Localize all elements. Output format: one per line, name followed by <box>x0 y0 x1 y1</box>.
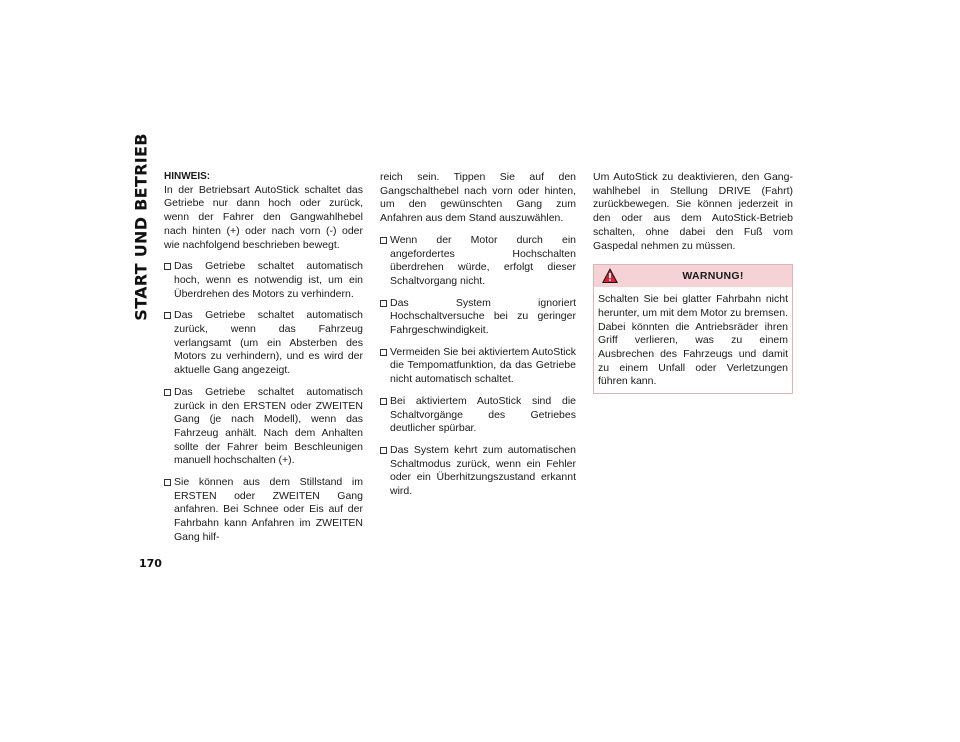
list-item <box>164 309 363 378</box>
section-side-tab <box>128 133 154 321</box>
note-text: In der Betriebsart AutoStick schaltet das Getriebe nur dann hoch oder zurück, wenn der Fahrer den Gangwahlhebel nach hinten (+) oder nach vorn (-) oder wie nachfolgend beschrieben bewegt. <box>164 183 363 251</box>
checkbox-bullet-icon <box>164 479 171 486</box>
checkbox-bullet-icon <box>380 398 387 405</box>
intro-text: Um AutoStick zu deaktivieren, den Gangwahlhebel in Stellung DRIVE (Fahrt) zurückbewegen. Sie können jederzeit in den oder aus dem AutoStick-Betrieb schalten, ohne dabei den Fuß vom Gaspedal nehmen zu müssen. <box>593 171 793 252</box>
checkbox-bullet-icon <box>164 389 171 396</box>
section-title: START UND BETRIEB <box>131 133 151 321</box>
list-item-text: Das System ignoriert Hochschaltversuche bei zu geringer Fahrgeschwindigkeit. <box>390 296 576 337</box>
text-column-2 <box>380 171 576 499</box>
warning-header <box>594 265 792 287</box>
page-number: 170 <box>139 557 162 570</box>
checkbox-bullet-icon <box>380 447 387 454</box>
continued-text: reich sein. Tippen Sie auf den Gangschalthebel nach vorn oder hinten, um den gewünschten Gang zum Anfahren aus dem Stand auszuwählen. <box>380 171 576 225</box>
list-item-text: Das Getriebe schaltet automatisch zurück, wenn das Fahrzeug verlangsamt (um ein Absterben des Motors zu verhindern), und es wird der aktuelle Gang angezeigt. <box>174 309 363 377</box>
list-item <box>380 395 576 436</box>
warning-triangle-icon <box>601 267 619 284</box>
checkbox-bullet-icon <box>164 312 171 319</box>
list-item <box>380 234 576 289</box>
list-item-text: Vermeiden Sie bei aktiviertem AutoStick die Tempomatfunktion, da das Getriebe nicht automatisch schaltet. <box>390 345 576 386</box>
text-column-1 <box>164 170 363 545</box>
list-item <box>380 297 576 338</box>
list-item <box>380 444 576 499</box>
warning-box <box>593 264 793 394</box>
list-item <box>380 346 576 387</box>
checkbox-bullet-icon <box>380 349 387 356</box>
bullet-list <box>380 234 576 499</box>
checkbox-bullet-icon <box>380 237 387 244</box>
note-heading: HINWEIS: <box>164 171 211 182</box>
checkbox-bullet-icon <box>380 300 387 307</box>
list-item <box>164 260 363 301</box>
list-item-text: Das Getriebe schaltet automatisch hoch, wenn es notwendig ist, um ein Überdrehen des Motors zu verhindern. <box>174 260 363 300</box>
list-item-text: Das Getriebe schaltet automatisch zurück in den ERSTEN oder ZWEITEN Gang (je nach Modell), wenn das Fahrzeug anhält. Nach dem Anhalten sollte der Fahrer beim Beschleunigen manuell hochschalten (+). <box>174 385 363 467</box>
list-item <box>164 386 363 468</box>
checkbox-bullet-icon <box>164 263 171 270</box>
bullet-list <box>164 260 363 544</box>
list-item <box>164 476 363 545</box>
list-item-text: Wenn der Motor durch ein angefordertes Hochschalten überdrehen würde, erfolgt dieser Schaltvorgang nicht. <box>390 233 576 287</box>
warning-title: WARNUNG! <box>682 270 744 283</box>
list-item-text: Sie können aus dem Stillstand im ERSTEN oder ZWEITEN Gang anfahren. Bei Schnee oder Eis auf der Fahrbahn kann Anfahren im ZWEITEN Gang hilf- <box>174 476 363 543</box>
warning-text: Schalten Sie bei glatter Fahrbahn nicht herunter, um mit dem Motor zu bremsen. Dabei könnten die Antriebsräder ihren Griff verlieren, was zu einem Ausbrechen des Fahrzeugs und damit zu einem Unfall oder Verletzungen führen kann. <box>598 293 788 388</box>
list-item-text: Das System kehrt zum automatischen Schaltmodus zurück, wenn ein Fehler oder ein Überhitzungszustand erkannt wird. <box>390 443 576 498</box>
list-item-text: Bei aktiviertem AutoStick sind die Schaltvorgänge des Getriebes deutlicher spürbar. <box>390 394 576 435</box>
text-column-3 <box>593 171 793 394</box>
